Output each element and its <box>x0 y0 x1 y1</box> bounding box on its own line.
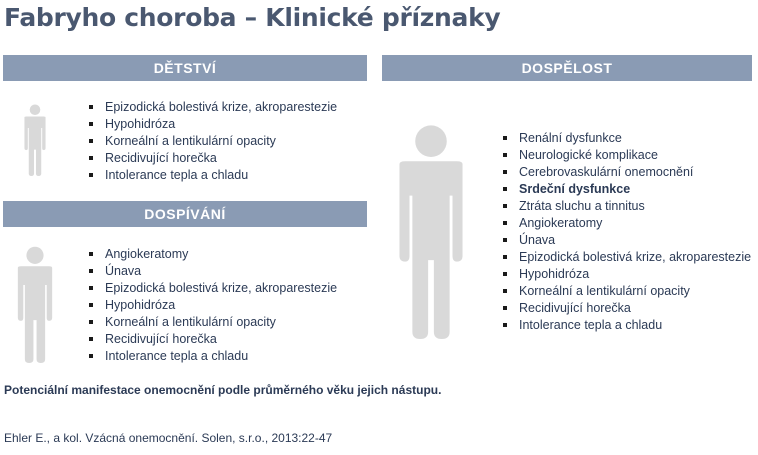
symptom-item: Recidivující horečka <box>519 300 751 317</box>
source-citation: Ehler E., a kol. Vzácná onemocnění. Solen, s.r.o., 2013:22-47 <box>4 431 333 445</box>
childhood-symptom-list <box>88 99 337 184</box>
symptom-item: Únava <box>105 263 337 280</box>
symptom-item: Ztráta sluchu a tinnitus <box>519 198 751 215</box>
person-figure-icon <box>388 124 474 339</box>
symptom-item: Intolerance tepla a chladu <box>105 348 337 365</box>
symptom-item: Epizodická bolestivá krize, akroparestezie <box>105 100 338 114</box>
person-figure-icon <box>11 246 59 363</box>
section-label-childhood: DĚTSTVÍ <box>153 60 217 76</box>
symptom-item: Epizodická bolestivá krize, akroparestezie <box>519 250 752 264</box>
section-label-adolescence: DOSPÍVÁNÍ <box>144 206 226 222</box>
symptom-item: Hypohidróza <box>105 116 337 133</box>
section-header-childhood <box>3 55 367 81</box>
symptom-item: Korneální a lentikulární opacity <box>105 314 337 331</box>
section-label-adulthood: DOSPĚLOST <box>521 60 613 76</box>
symptom-item: Korneální a lentikulární opacity <box>105 133 337 150</box>
symptom-item: Epizodická bolestivá krize, akroparestezie <box>105 281 338 295</box>
symptom-item: Hypohidróza <box>519 266 751 283</box>
symptom-item: Hypohidróza <box>105 297 337 314</box>
symptom-item: Únava <box>519 232 751 249</box>
symptom-item: Renální dysfunkce <box>519 130 751 147</box>
symptom-item: Cerebrovaskulární onemocnění <box>519 164 751 181</box>
symptom-item: Korneální a lentikulární opacity <box>519 283 751 300</box>
adulthood-symptom-list <box>502 130 751 334</box>
section-header-adolescence <box>3 201 367 227</box>
symptom-item: Angiokeratomy <box>519 215 751 232</box>
symptom-item: Recidivující horečka <box>105 331 337 348</box>
figure-caption: Potenciální manifestace onemocnění podle průměrného věku jejich nástupu. <box>4 383 442 397</box>
section-header-adulthood <box>382 55 752 81</box>
symptom-item: Recidivující horečka <box>105 150 337 167</box>
symptom-item: Neurologické komplikace <box>519 147 751 164</box>
symptom-item: Angiokeratomy <box>105 246 337 263</box>
symptom-item: Srdeční dysfunkce <box>519 181 751 198</box>
symptom-item: Intolerance tepla a chladu <box>105 167 337 184</box>
adolescence-symptom-list <box>88 246 337 365</box>
page-title: Fabryho choroba – Klinické příznaky <box>4 3 501 32</box>
person-figure-icon <box>20 104 50 176</box>
symptom-item: Intolerance tepla a chladu <box>519 317 751 334</box>
